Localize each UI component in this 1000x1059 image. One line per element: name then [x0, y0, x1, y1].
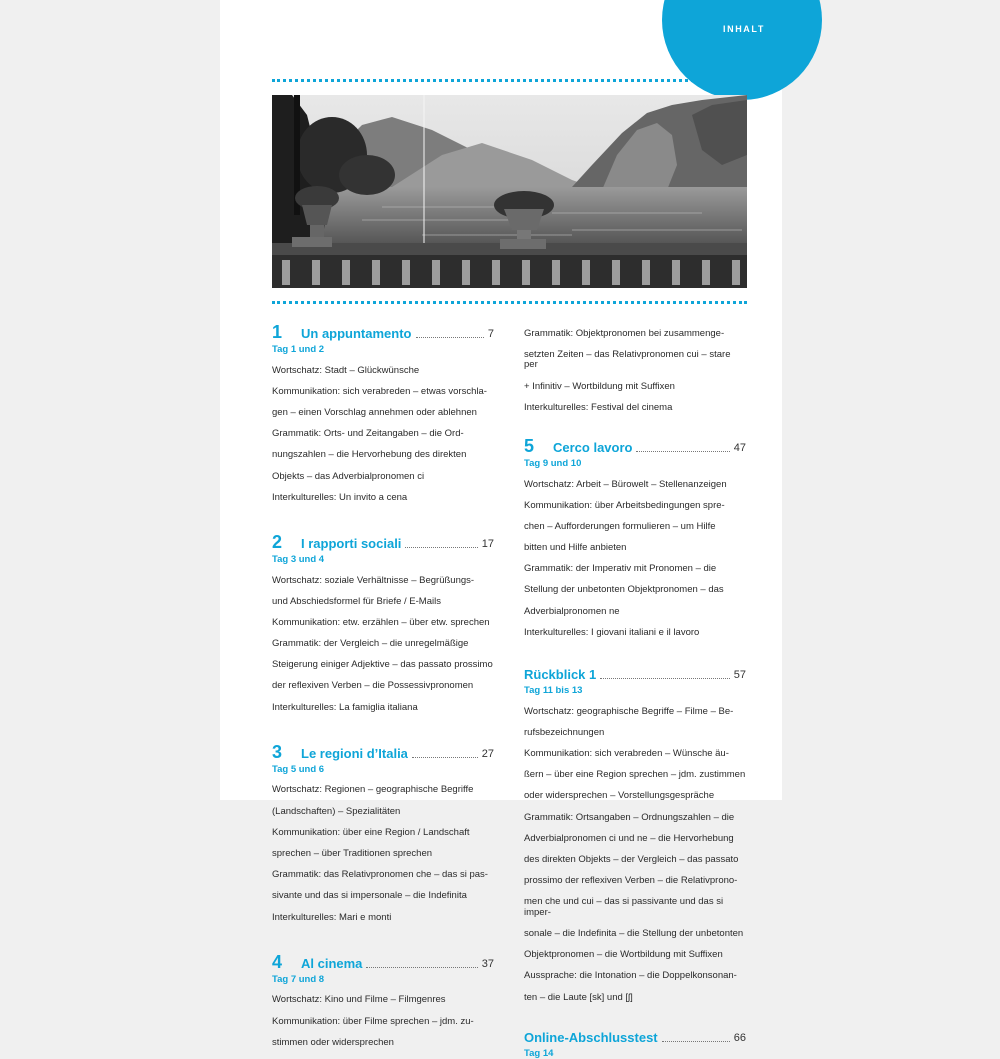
description-line: nungszahlen – die Hervorhebung des direkten [272, 449, 467, 461]
description-line: Kommunikation: über Filme sprechen – jdm. zu- [272, 1015, 474, 1027]
chapter-description [272, 355, 494, 514]
mid-dotted-divider [272, 301, 747, 304]
chapter-title: Rückblick 1 [524, 667, 597, 683]
description-line: Stellung der unbetonten Objektpronomen – das [524, 584, 724, 596]
dot-leader [636, 450, 729, 452]
description-line: Wortschatz: Stadt – Glückwünsche [272, 364, 420, 376]
description-line: Interkulturelles: I giovani italiani e il lavoro [524, 626, 700, 638]
toc-entry-5[interactable] [524, 434, 746, 649]
description-line: ten – die Laute [sk] und [ʃ] [524, 991, 633, 1003]
day-range: Tag 11 bis 13 [524, 685, 583, 697]
page-number: 66 [733, 1031, 746, 1044]
description-line: sprechen – über Traditionen sprechen [272, 847, 433, 859]
toc-entry-heading [272, 530, 494, 552]
toc-entry-heading [524, 434, 746, 456]
toc-entry-heading [272, 740, 494, 762]
toc-entry-review[interactable] [524, 665, 746, 1014]
day-range: Tag 14 [524, 1047, 554, 1059]
description-line: Grammatik: Objektpronomen bei zusammenge- [524, 327, 725, 339]
chapter-number: 5 [524, 435, 535, 456]
chapter-number: 1 [272, 322, 283, 342]
chapter-title: Le regioni d’Italia [301, 745, 408, 761]
description-line: + Infinitiv – Wortbildung mit Suffixen [524, 380, 675, 392]
description-line: setzten Zeiten – das Relativpronomen cui – stare per [524, 348, 731, 371]
chapter-title: Online-Abschlusstest [524, 1029, 658, 1045]
toc-left-column [272, 320, 494, 1059]
description-line: Adverbialpronomen ne [524, 605, 620, 617]
description-line: Interkulturelles: Un invito a cena [272, 491, 408, 503]
description-line: stimmen oder widersprechen [272, 1036, 394, 1048]
dot-leader [405, 546, 477, 548]
dot-leader [662, 1040, 730, 1042]
lake-photo-illustration [272, 95, 747, 288]
description-line: Grammatik: das Relativpronomen che – das si pas- [272, 869, 488, 881]
page-number: 17 [481, 537, 494, 550]
toc-entry-4[interactable] [272, 950, 494, 1059]
chapter-description [272, 565, 494, 724]
description-line: und Abschiedsformel für Briefe / E-Mails [272, 595, 441, 607]
dot-leader [412, 756, 478, 758]
toc-entry-heading [272, 950, 494, 972]
description-line: Objekts – das Adverbialpronomen ci [272, 470, 425, 482]
page-number: 37 [481, 957, 494, 970]
day-range: Tag 9 und 10 [524, 457, 582, 469]
description-line: der reflexiven Verben – die Possessivpronomen [272, 680, 474, 692]
description-line: Kommunikation: über eine Region / Landschaft [272, 826, 470, 838]
description-line: (Landschaften) – Spezialitäten [272, 805, 401, 817]
description-line: Grammatik: Orts- und Zeitangaben – die Ord- [272, 428, 464, 440]
chapter-description [272, 985, 494, 1059]
chapter-number: 3 [272, 741, 283, 762]
page-number: 27 [481, 747, 494, 760]
description-line: Grammatik: der Vergleich – die unregelmäßige [272, 638, 469, 650]
chapter-description [524, 469, 746, 649]
section-label: INHALT [723, 24, 765, 34]
toc-entry-heading [524, 1028, 746, 1046]
page-number: 47 [733, 441, 746, 454]
description-line: Interkulturelles: La famiglia italiana [272, 701, 418, 713]
description-line: Steigerung einiger Adjektive – das passato prossimo [272, 659, 493, 671]
dot-leader [416, 336, 484, 338]
book-page [220, 0, 782, 1059]
chapter-title: Al cinema [301, 955, 363, 971]
description-line: Wortschatz: soziale Verhältnisse – Begrüßungs- [272, 574, 475, 586]
day-range: Tag 5 und 6 [272, 763, 325, 775]
description-line: gen – einen Vorschlag annehmen oder ablehnen [272, 406, 477, 418]
description-line: Kommunikation: sich verabreden – etwas vorschla- [272, 385, 487, 397]
day-range: Tag 7 und 8 [272, 973, 325, 985]
description-line: ßern – über eine Region sprechen – jdm. zustimmen [524, 769, 746, 781]
page-number: 7 [487, 328, 494, 340]
section-circle [662, 0, 822, 100]
toc-entry-heading [272, 320, 494, 342]
description-line: men che und cui – das si passivante und das si imper- [524, 896, 724, 918]
dot-leader [366, 966, 477, 968]
description-line: Wortschatz: Kino und Filme – Filmgenres [272, 994, 446, 1006]
description-line: sivante und das si impersonale – die Indefinita [272, 890, 467, 902]
description-line: Adverbialpronomen ci und ne – die Hervorhebung [524, 832, 734, 844]
chapter-number: 4 [272, 951, 283, 972]
day-range: Tag 3 und 4 [272, 553, 325, 565]
toc-entry-1[interactable] [272, 320, 494, 514]
description-line: rufsbezeichnungen [524, 726, 605, 738]
chapter-number: 2 [272, 531, 283, 552]
description-line: bitten und Hilfe anbieten [524, 542, 627, 554]
toc-entry-heading [524, 665, 746, 683]
description-line: des direkten Objekts – der Vergleich – das passato [524, 853, 739, 865]
chapter-title: Cerco lavoro [553, 439, 633, 455]
description-line: Kommunikation: etw. erzählen – über etw. sprechen [272, 616, 490, 628]
description-line: Wortschatz: Regionen – geographische Begriffe [272, 784, 474, 796]
dot-leader [600, 677, 729, 679]
day-range: Tag 1 und 2 [272, 344, 325, 355]
lake-photo [272, 95, 747, 288]
chapter-description [272, 775, 494, 934]
description-line: Interkulturelles: Mari e monti [272, 911, 392, 923]
description-line: Grammatik: der Imperativ mit Pronomen – die [524, 563, 717, 575]
toc-right-column [524, 318, 746, 1059]
chapter-title: I rapporti sociali [301, 535, 402, 551]
description-line: Kommunikation: über Arbeitsbedingungen spre- [524, 499, 725, 511]
top-dotted-divider [272, 79, 747, 82]
description-line: Aussprache: die Intonation – die Doppelkonsonan- [524, 970, 737, 982]
description-line: Grammatik: Ortsangaben – Ordnungszahlen – die [524, 811, 735, 823]
description-line: prossimo der reflexiven Verben – die Relativprono- [524, 875, 738, 887]
description-line: Wortschatz: Arbeit – Bürowelt – Stellenanzeigen [524, 478, 727, 490]
description-line: Interkulturelles: Festival del cinema [524, 401, 673, 413]
toc-entry-2[interactable] [272, 530, 494, 724]
description-line: Wortschatz: geographische Begriffe – Filme – Be- [524, 705, 734, 717]
description-line: Kommunikation: sich verabreden – Wünsche äu- [524, 748, 729, 759]
toc-entry-final-test[interactable] [524, 1028, 746, 1059]
chapter-description [524, 696, 746, 1014]
chapter-4-continuation [524, 318, 746, 424]
description-line: sonale – die Indefinita – die Stellung der unbetonten [524, 928, 744, 940]
description-line: Objektpronomen – die Wortbildung mit Suffixen [524, 949, 723, 961]
chapter-title: Un appuntamento [301, 326, 412, 341]
toc-entry-3[interactable] [272, 740, 494, 934]
page-number: 57 [733, 669, 746, 682]
description-line: oder widersprechen – Vorstellungsgespräche [524, 790, 715, 802]
description-line: chen – Aufforderungen formulieren – um Hilfe [524, 520, 716, 532]
